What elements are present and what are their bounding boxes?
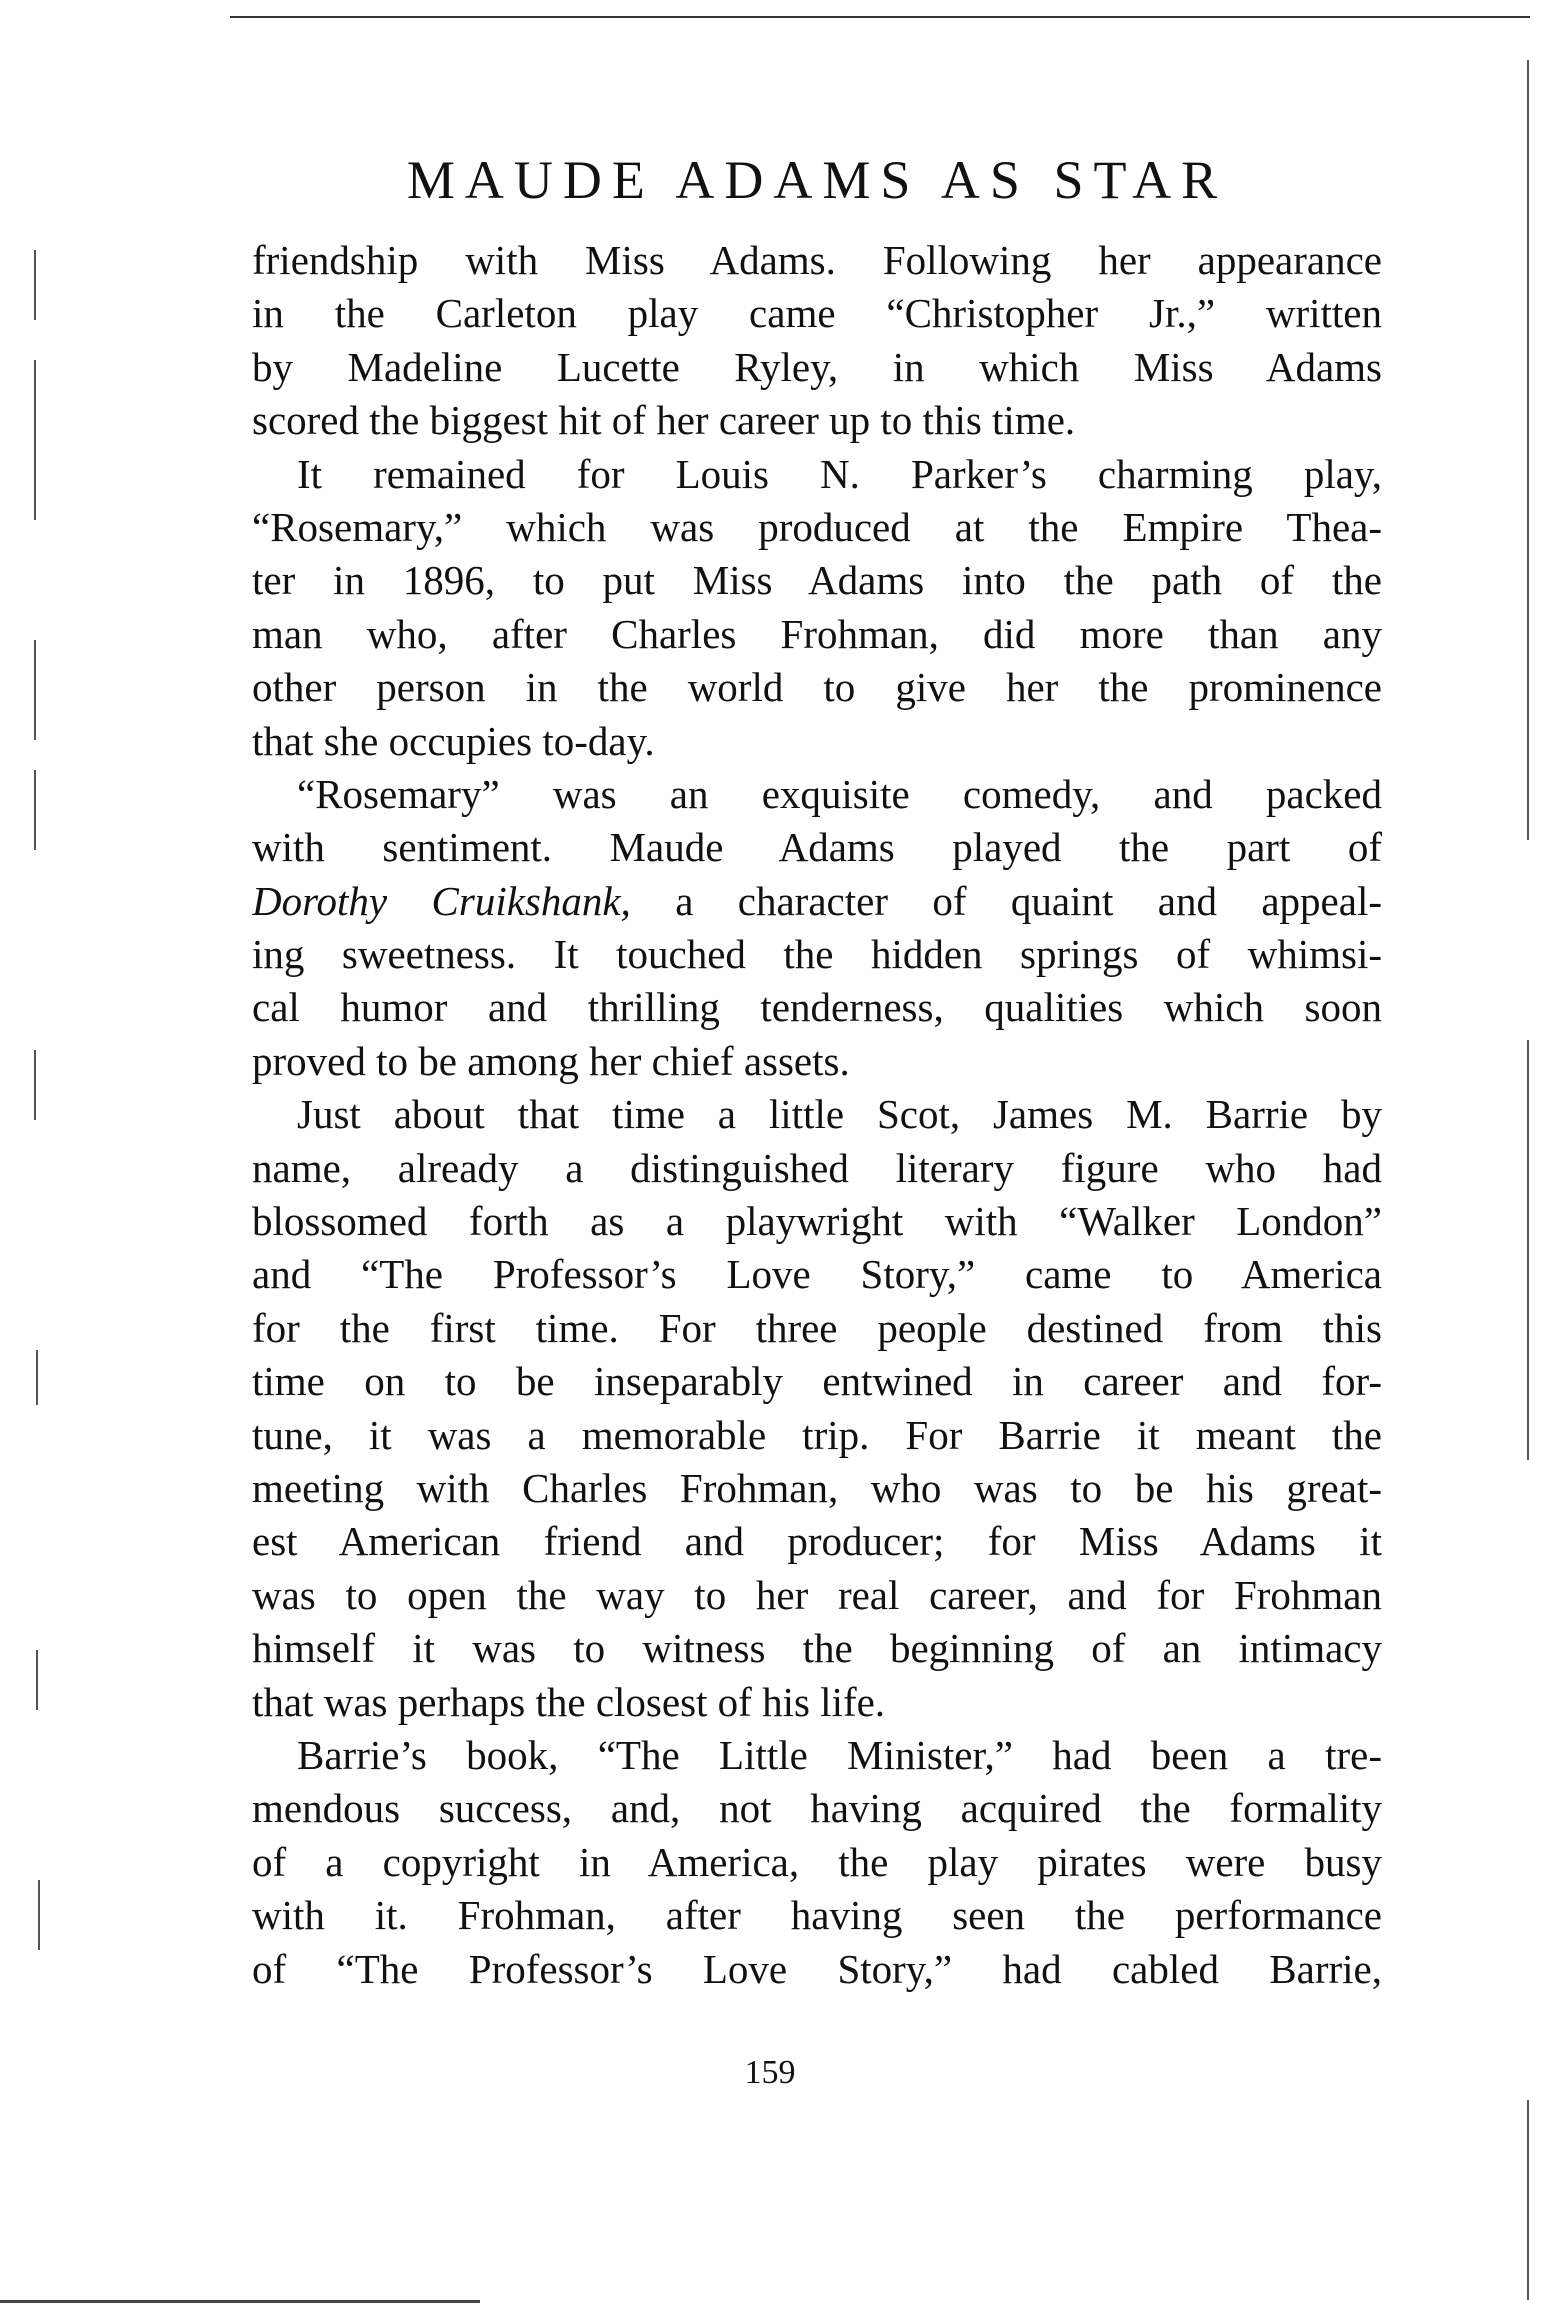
right-edge-mark [1527, 60, 1529, 840]
right-edge-mark [1527, 2100, 1529, 2300]
text-line: tune, it was a memorable trip. For Barrie it meant the [252, 1411, 1382, 1458]
text-line: that was perhaps the closest of his life. [252, 1678, 886, 1725]
text-line: proved to be among her chief assets. [252, 1037, 850, 1084]
italic-character-name: Dorothy Cruikshank, [252, 877, 631, 924]
text-line: blossomed forth as a playwright with “Walker London” [252, 1198, 1382, 1245]
top-rule [230, 16, 1530, 18]
text-line: Just about that time a little Scot, James M. Barrie by [297, 1091, 1382, 1138]
bottom-rule [0, 2300, 480, 2303]
text-line: for the first time. For three people destined from this [252, 1304, 1382, 1351]
left-edge-mark [36, 1650, 38, 1710]
text-line: in the Carleton play came “Christopher Jr.,” written [252, 290, 1382, 337]
left-edge-mark [36, 1350, 38, 1405]
text-line: man who, after Charles Frohman, did more than any [252, 610, 1382, 657]
left-edge-mark [34, 360, 36, 520]
text-line: friendship with Miss Adams. Following her appearance [252, 237, 1382, 283]
running-header: MAUDE ADAMS AS STAR [406, 150, 1228, 210]
text-line: was to open the way to her real career, and for Frohman [252, 1571, 1382, 1618]
page-number: 159 [744, 2054, 796, 2091]
text-line: name, already a distinguished literary figure who had [252, 1144, 1382, 1191]
right-edge-mark [1527, 1040, 1529, 1460]
text-run: a character of quaint and appeal- [630, 877, 1382, 924]
text-line: scored the biggest hit of her career up to this time. [252, 397, 1076, 444]
text-line: time on to be inseparably entwined in career and for- [252, 1358, 1382, 1405]
text-line: Barrie’s book, “The Little Minister,” had been a tre- [297, 1731, 1382, 1778]
text-line: meeting with Charles Frohman, who was to be his great- [252, 1464, 1382, 1511]
text-line: that she occupies to-day. [252, 717, 655, 764]
text-line: with sentiment. Maude Adams played the part of [252, 824, 1382, 871]
text-line: ter in 1896, to put Miss Adams into the path of the [252, 557, 1382, 604]
text-line: and “The Professor’s Love Story,” came to America [252, 1251, 1382, 1298]
text-line: “Rosemary,” which was produced at the Empire Thea- [252, 503, 1382, 550]
left-edge-mark [34, 1050, 36, 1120]
text-line: “Rosemary” was an exquisite comedy, and packed [297, 770, 1382, 817]
text-line-with-italic [252, 875, 1382, 928]
text-line: by Madeline Lucette Ryley, in which Miss Adams [252, 343, 1382, 390]
left-edge-mark [38, 1880, 40, 1950]
text-line: ing sweetness. It touched the hidden springs of whimsi- [252, 931, 1382, 978]
text-line: est American friend and producer; for Miss Adams it [252, 1518, 1382, 1565]
text-line: of “The Professor’s Love Story,” had cabled Barrie, [252, 1945, 1382, 1992]
text-line: other person in the world to give her the prominence [252, 664, 1382, 711]
text-line: of a copyright in America, the play pirates were busy [252, 1838, 1382, 1885]
text-line: mendous success, and, not having acquired the formality [252, 1785, 1382, 1832]
left-edge-mark [34, 770, 36, 850]
text-line: with it. Frohman, after having seen the performance [252, 1892, 1382, 1939]
body-text [252, 234, 1382, 1996]
text-line: cal humor and thrilling tenderness, qualities which soon [252, 984, 1382, 1031]
text-line: It remained for Louis N. Parker’s charming play, [297, 450, 1382, 497]
left-edge-mark [34, 250, 36, 320]
left-edge-mark [34, 640, 36, 740]
text-line: himself it was to witness the beginning of an intimacy [252, 1625, 1382, 1672]
